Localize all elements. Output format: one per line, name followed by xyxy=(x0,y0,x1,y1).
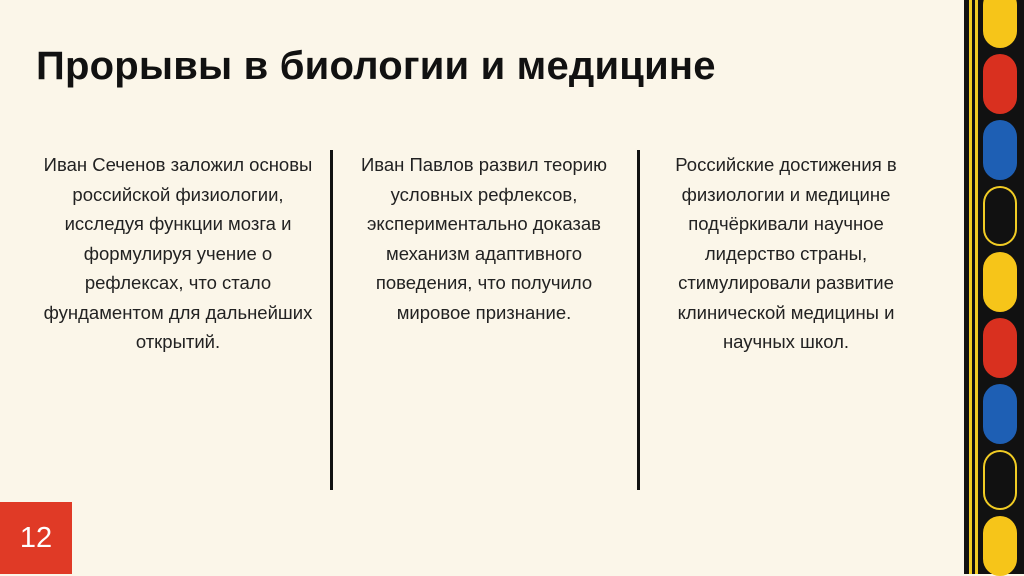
ornament-stripe xyxy=(969,0,972,574)
text-column-pavlov: Иван Павлов развил теорию условных рефлексов, экспериментально доказав механизм адаптивного поведения, что получило мировое признание. xyxy=(360,154,608,323)
ornament-bead-black xyxy=(983,186,1017,246)
ornament-bead-blue xyxy=(983,384,1017,444)
ornament-bead-yellow xyxy=(983,0,1017,48)
ornament-bead-yellow xyxy=(983,516,1017,576)
ornament-bead-blue xyxy=(983,120,1017,180)
text-column-sechenov: Иван Сеченов заложил основы российской физиологии, исследуя функции мозга и формулируя учение о рефлексах, что стало фундаментом для дальнейших открытий. xyxy=(43,154,313,352)
ornament-bead-black xyxy=(983,450,1017,510)
ornament-bead-red xyxy=(983,318,1017,378)
ornament-bead-red xyxy=(983,54,1017,114)
slide-number-badge: 12 xyxy=(0,502,72,574)
text-column-achievements: Российские достижения в физиологии и медицине подчёркивали научное лидерство страны, стимулировали развитие клинической медицины и научных школ. xyxy=(675,154,897,352)
slide-title: Прорывы в биологии и медицине xyxy=(36,44,716,88)
column-divider xyxy=(637,150,640,490)
column-divider xyxy=(330,150,333,490)
ornament-stripe xyxy=(975,0,978,574)
ornament-bead-yellow xyxy=(983,252,1017,312)
decorative-ornament-border xyxy=(964,0,1024,574)
